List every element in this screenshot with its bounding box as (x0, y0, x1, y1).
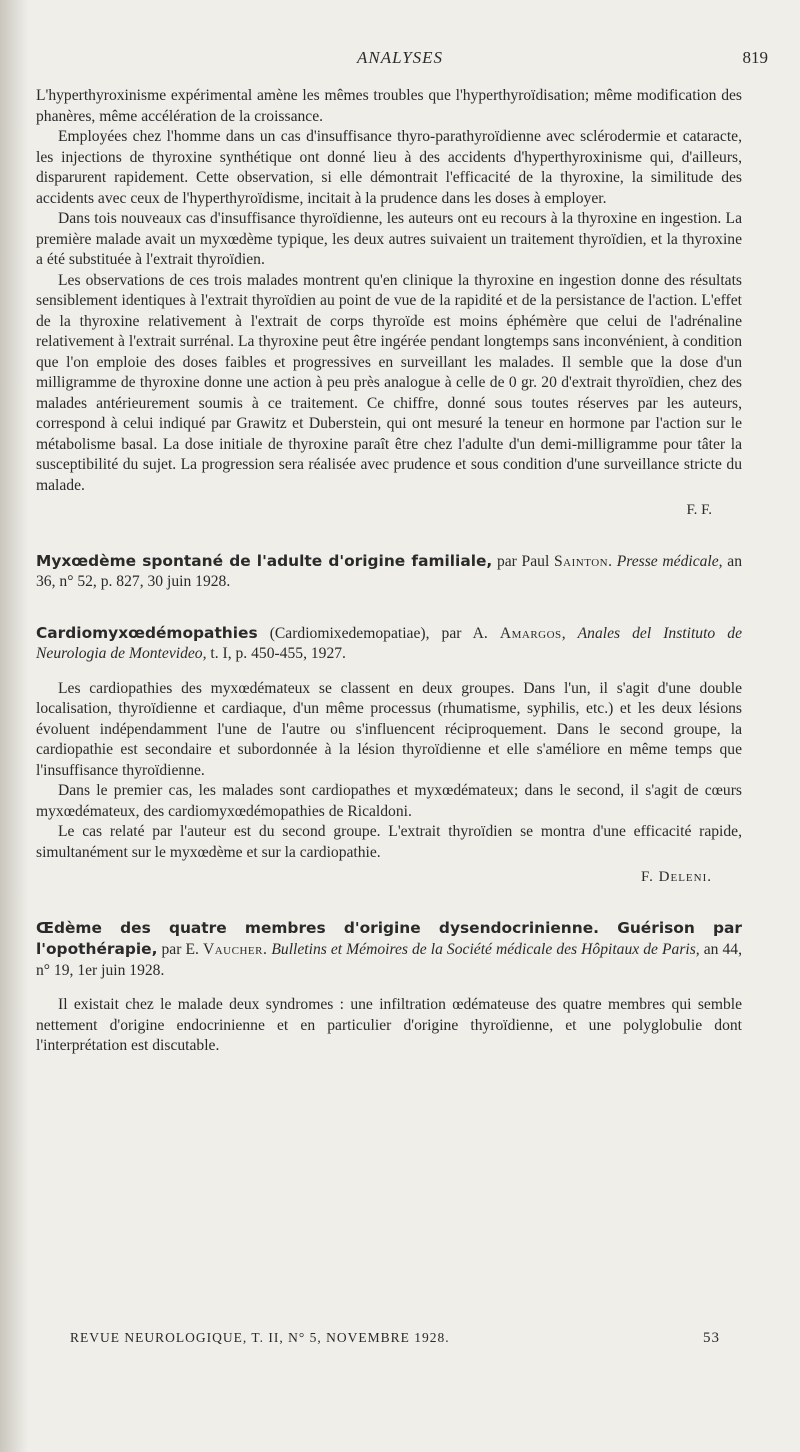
article-citation: an 44, n° 19, 1er juin 1928. (36, 941, 743, 979)
article-author: Sainton (553, 552, 609, 570)
article-citation: t. I, p. 450-455, 1927. (206, 645, 346, 662)
article-cardiomyxoedemopathies (36, 623, 742, 888)
signature: F. F. (686, 502, 712, 518)
article-reference: Cardiomyxœdémopathies (Cardiomixedemopatiae), par A. Amargos, Anales del Instituto de Neurologia de Montevideo, t. I, p. 450-455, 1927. (36, 623, 742, 662)
footer-journal-line: REVUE NEUROLOGIQUE, T. II, N° 5, NOVEMBRE 1928. (70, 1330, 450, 1345)
article-journal: Anales del Instituto de Neurologia de Montevideo, (36, 624, 742, 662)
scan-edge-shadow (0, 0, 28, 1452)
article-citation: an 36, n° 52, p. 827, 30 juin 1928. (36, 552, 742, 590)
page-content (36, 86, 742, 1057)
signature (36, 867, 712, 888)
article-reference: Myxœdème spontané de l'adulte d'origine familiale, par Paul Sainton. Presse médicale, an 36, n° 52, p. 827, 30 juin 1928. (36, 551, 742, 590)
article-title: Œdème des quatre membres d'origine dysendocrinienne. Guérison par l'opothérapie, (36, 918, 742, 958)
paragraph: Dans tois nouveaux cas d'insuffisance thyroïdienne, les auteurs ont eu recours à la thyroxine en ingestion. La première malade avait un myxœdème typique, les deux autres suivaient un traitement thyroïdien, et la thyroxine a été substituée à l'extrait thyroïdien. (36, 210, 742, 268)
article-title: Cardiomyxœdémopathies (36, 623, 258, 642)
article-subtitle: (Cardiomixedemopatiae), par A. (257, 624, 500, 642)
article-thyroxine-continued (36, 86, 742, 521)
paragraph: Les observations de ces trois malades montrent qu'en clinique la thyroxine en ingestion donne des résultats sensiblement identiques à l'extrait thyroïdien au point de vue de la rapidité et de la persistance de l'action. L'effet de la thyroxine relativement à l'extrait de corps thyroïde est moins éphémère que celui de l'adrénaline relativement à l'extrait surrénal. La thyroxine peut être ingérée pendant longtemps sans inconvénient, à condition que l'on emploie des doses faibles et progressives en surveillant les malades. Il semble que la dose d'un milligramme de thyroxine donne une action à peu près analogue à celle de 0 gr. 20 d'extrait thyroïdien, chez des malades antérieurement soumis à ce traitement. Ce chiffre, donné sous toutes réserves par les auteurs, correspond à celui indiqué par Grawitz et Duberstein, qui ont mesuré la teneur en hormone par l'action sur le métabolisme basal. La dose initiale de thyroxine paraît être chez l'adulte d'un demi-milligramme pour tâter la susceptibilité du sujet. La progression sera réalisée avec prudence et sous condition d'une surveillance stricte du malade. (36, 271, 742, 494)
article-reference (36, 918, 742, 982)
page-number: 819 (742, 48, 768, 67)
page-footer (70, 1330, 720, 1346)
paragraph: Le cas relaté par l'auteur est du second groupe. L'extrait thyroïdien se montra d'une efficacité rapide, simultanément sur le myxœdème et sur la cardiopathie. (36, 823, 742, 861)
article-author: Amargos (499, 624, 562, 642)
paragraph: L'hyperthyroxinisme expérimental amène les mêmes troubles que l'hyperthyroïdisation; même modification des phanères, même accélération de la croissance. (36, 87, 742, 125)
article-title: Myxœdème spontané de l'adulte d'origine familiale, (36, 551, 493, 570)
paragraph: Il existait chez le malade deux syndromes : une infiltration œdémateuse des quatre membres qui semble nettement d'origine endocrinienne et en particulier d'origine thyroïdienne, et une polyglobulie dont l'interprétation est discutable. (36, 996, 742, 1054)
running-title: ANALYSES (356, 48, 444, 67)
page-header (0, 48, 800, 72)
article-journal: Bulletins et Mémoires de la Société médicale des Hôpitaux de Paris, (271, 941, 700, 958)
paragraph: Employées chez l'homme dans un cas d'insuffisance thyro-parathyroïdienne avec sclérodermie et cataracte, les injections de thyroxine synthétique ont donné lieu à des accidents d'hyperthyroxinisme qui, d'ailleurs, disparurent rapidement. Cette observation, si elle démontrait l'efficacité de la thyroxine, la similitude des accidents avec ceux de l'hyperthyroïdisme, incitait à la prudence dans les doses à employer. (36, 128, 742, 207)
footer-sheet-number: 53 (703, 1330, 720, 1346)
signature-text: F. Deleni. (641, 869, 712, 885)
article-oedeme-quatre-membres (36, 918, 742, 1057)
article-by: par Paul (492, 552, 554, 570)
paragraph: Dans le premier cas, les malades sont cardiopathes et myxœdémateux; dans le second, il s'agit de cœurs myxœdémateux, des cardiomyxœdémopathies de Ricaldoni. (36, 782, 742, 820)
article-author: Vaucher. (202, 941, 268, 958)
article-by: par E. (157, 941, 203, 958)
paragraph: Les cardiopathies des myxœdémateux se classent en deux groupes. Dans l'un, il s'agit d'une double localisation, thyroïdienne et cardiaque, d'un même processus (rhumatisme, syphilis, etc.) et les deux lésions évoluent indépendamment l'une de l'autre ou s'influencent réciproquement. Dans le second groupe, la cardiopathie est secondaire et subordonnée à la lésion thyroïdienne et elle s'améliore en même temps que l'insuffisance thyroïdienne. (36, 679, 742, 779)
article-journal: Presse médicale, (616, 552, 723, 570)
article-myxoedeme-familial (36, 551, 742, 593)
